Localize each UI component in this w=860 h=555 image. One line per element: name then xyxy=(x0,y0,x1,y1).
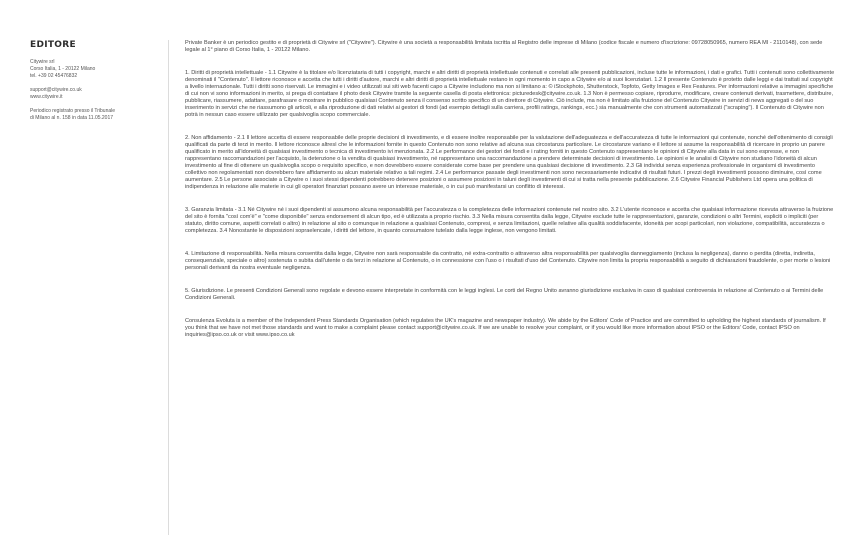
section-liability-limitation: 4. Limitazione di responsabilità. Nella misura consentita dalla legge, Citywire non sarà responsabile da contratto, né extra-contratto o attraverso altra responsabilità per qualsivoglia danneggiamento (inclusa la negligenza), danno o perdita (diretta, indiretta, consequenziale, speciale o altro) sostenuta o subita dall'utente o da terzi in relazione al Contenuto, o in connessione con l'uso o i risultati d'uso del Contenuto. Citywire non limita la propria responsabilità a seguito di dichiarazioni fraudolente, o per morte o lesioni personali derivanti da nostra eventuale negligenza. xyxy=(185,251,831,271)
section-non-reliance: 2. Non affidamento - 2.1 Il lettore accetta di essere responsabile delle proprie decisioni di investimento, e di essere inoltre responsabile per la valutazione dell'adeguatezza e dell'accuratezza di tutte le informazioni qui contenute, nonché dell'ottenimento di consigli qualificati da parte di terzi in merito. Il lettore riconosce altresì che le informazioni fornite in questo Contenuto non sono relative ad alcuna sua circostanza particolare. Le circostanze variano e il lettore si assume la responsabilità di ricercare in proprio un parere qualificato in merito all'idoneità di qualsiasi investimento o tecnica di investimento ivi menzionata. 2.2 Le performance dei gestori dei fondi e i rating forniti in questo Contenuto rappresentano le opinioni di Citywire alla data in cui sono espresse, e non rappresentano raccomandazioni per l'acquisto, la detenzione o la vendita di qualsiasi investimento, né rappresentano una raccomandazione a prendere determinate decisioni di investimento. Le opinioni e le analisi di Citywire non studiano l'idoneità di alcun investimento al fine di ottenere un qualsivoglia scopo o requisito specifico, e non dovrebbero essere considerate come base per prendere una qualsiasi decisione di investimento. 2.3 Gli individui senza esperienza professionale in organismi di investimento collettivo non regolamentati non dovrebbero fare affidamento su alcun materiale relativo a tali regimi. 2.4 Le performance passate degli investimenti non sono necessariamente indicativi di risultati futuri. I prezzi degli investimenti possono diminuire, così come aumentare. 2.5 Le persone associate a Citywire o i suoi stessi dipendenti potrebbero detenere posizioni o assumere posizioni in taluni degli investimenti di cui si tratta nella presente pubblicazione. 2.6 Citywire Financial Publishers Ltd opera una politica di indipendenza in relazione alle materie in cui gli operatori finanziari possano avere un interesse materiale, o in cui può manifestarsi un conflitto di interessi. xyxy=(185,135,833,190)
publisher-contacts xyxy=(30,87,155,101)
publisher-address xyxy=(30,59,155,80)
publisher-heading: EDITORE xyxy=(30,40,76,50)
phone-number: tel. +39 02 45476832 xyxy=(30,73,78,79)
registration-line-2: di Milano al n. 158 in data 11.05.2017 xyxy=(30,115,114,121)
section-jurisdiction: 5. Giurisdizione. Le presenti Condizioni Generali sono regolate e devono essere interpretate in conformità con le leggi inglesi. Le corti del Regno Unito avranno giurisdizione esclusiva in caso di qualsiasi controversia in relazione al Contenuto o ai Termini delle Condizioni Generali. xyxy=(185,288,824,301)
registration-line-1: Periodico registrato presso il Tribunale xyxy=(30,108,116,114)
ipso-statement: Consulenza Evoluta is a member of the Independent Press Standards Organisation (which regulates the UK's magazine and newspaper industry). We abide by the Editors' Code of Practice and are committed to upholding the highest standards of journalism. If you think that we have not met those standards and want to make a complaint please contact support@citywire.co.uk. If we are unable to resolve your complaint, or if you would like more information about IPSO or the Editors' Code, contact IPSO on inquiries@ipso.co.uk or visit www.ipso.co.uk xyxy=(185,318,826,338)
support-email-link[interactable]: support@citywire.co.uk xyxy=(30,87,82,93)
street-address: Corso Italia, 1 - 20122 Milano xyxy=(30,66,96,72)
website-link[interactable]: www.citywire.it xyxy=(30,94,63,100)
legal-text xyxy=(185,40,835,347)
company-name: Citywire srl xyxy=(30,59,55,65)
column-divider xyxy=(168,40,169,535)
registration-info xyxy=(30,108,155,122)
publisher-sidebar xyxy=(30,40,155,129)
section-limited-warranty: 3. Garanzia limitata - 3.1 Né Citywire né i suoi dipendenti si assumono alcuna responsabilità per l'accuratezza o la completezza delle informazioni contenute nel nostro sito. 3.2 L'utente riconosce e accetta che qualsiasi informazione ricevuta attraverso la fruizione del sito è fornita "così com'è" e "come disponibile" senza endorsement di alcun tipo, ed è utilizzata a proprio rischio. 3.3 Nella misura consentita dalla legge, Citywire esclude tutte le rappresentazioni, garanzie, condizioni o altri Termini, espliciti o impliciti (per statuto, diritto comune, aspetti correlati o altro) in relazione al sito o comunque in relazione a qualsiasi Contenuto, compresi, e senza limitazioni, quelle relative alla qualità soddisfacente, idoneità per scopi particolari, non violazione, compatibilità, accuratezza o completezza. 3.4 Nonostante le disposizioni sopraelencate, i diritti del lettore, in quanto consumatore tutelato dalla legge inglese, non vengono limitati. xyxy=(185,207,834,234)
intro-paragraph: Private Banker è un periodico gestito e di proprietà di Citywire srl ("Citywire"). Citywire è una società a responsabilità limitata iscritta al Registro delle imprese di Milano (codice fiscale e numero d'iscrizione: 09728050965, numero REA MI - 2110148), con sede legale al 1° piano di Corso Italia, 1 - 20122 Milano. xyxy=(185,40,823,53)
section-intellectual-property: 1. Diritti di proprietà intellettuale - 1.1 Citywire è la titolare e/o licenziataria di tutti i copyright, marchi e altri diritti di proprietà intellettuale contenuti e correlati alle presenti pubblicazioni, incluse tutte le informazioni, i dati e grafici. Tutti i contenuti sono collettivamente denominati il "Contenuto". Il lettore riconosce e accetta che tutti i diritti d'autore, marchi e altri diritti di proprietà intellettuale restano in ogni momento in capo a Citywire e/o ai suoi licenziatari. 1.2 Il presente Contenuto è protetto dalle leggi e dai trattati sul copyright a livello internazionale. Tutti i diritti sono riservati. Le immagini e i video utilizzati sui siti web facenti capo a Citywire includono ma non si limitano a: © iStockphoto, Shutterstock, Topfoto, Getty Images e Rex Features. Per informazioni relative a immagini specifiche di cui non vi sono informazioni in merito, si prega di contattare il photo desk Citywire tramite la seguente casella di posta elettronica: picturedesk@citywire.co.uk. 1.3 Non è permesso copiare, riprodurre, modificare, creare contenuti derivati, trasmettere, distribuire, pubblicare, riassumere, adattare, parafrasare o mostrare in pubblico qualsiasi Contenuto senza il consenso scritto specifico di un direttore di Citywire. Ciò include, ma non è limitato alla fruizione del Contenuto Citywire in servizi di news aggregati o del suo inserimento in servizi che ne riassumono gli articoli, e alla riproduzione di dati relativi ai gestori di fondi (ad esempio dettagli sulla carriera, profili ratings, rankings, ecc.) sia manualmente che con strumenti automatizzati ("scraping"). Il Contenuto di Citywire non potrà in nessun caso essere utilizzato per qualsivoglia scopo commerciale. xyxy=(185,70,835,118)
